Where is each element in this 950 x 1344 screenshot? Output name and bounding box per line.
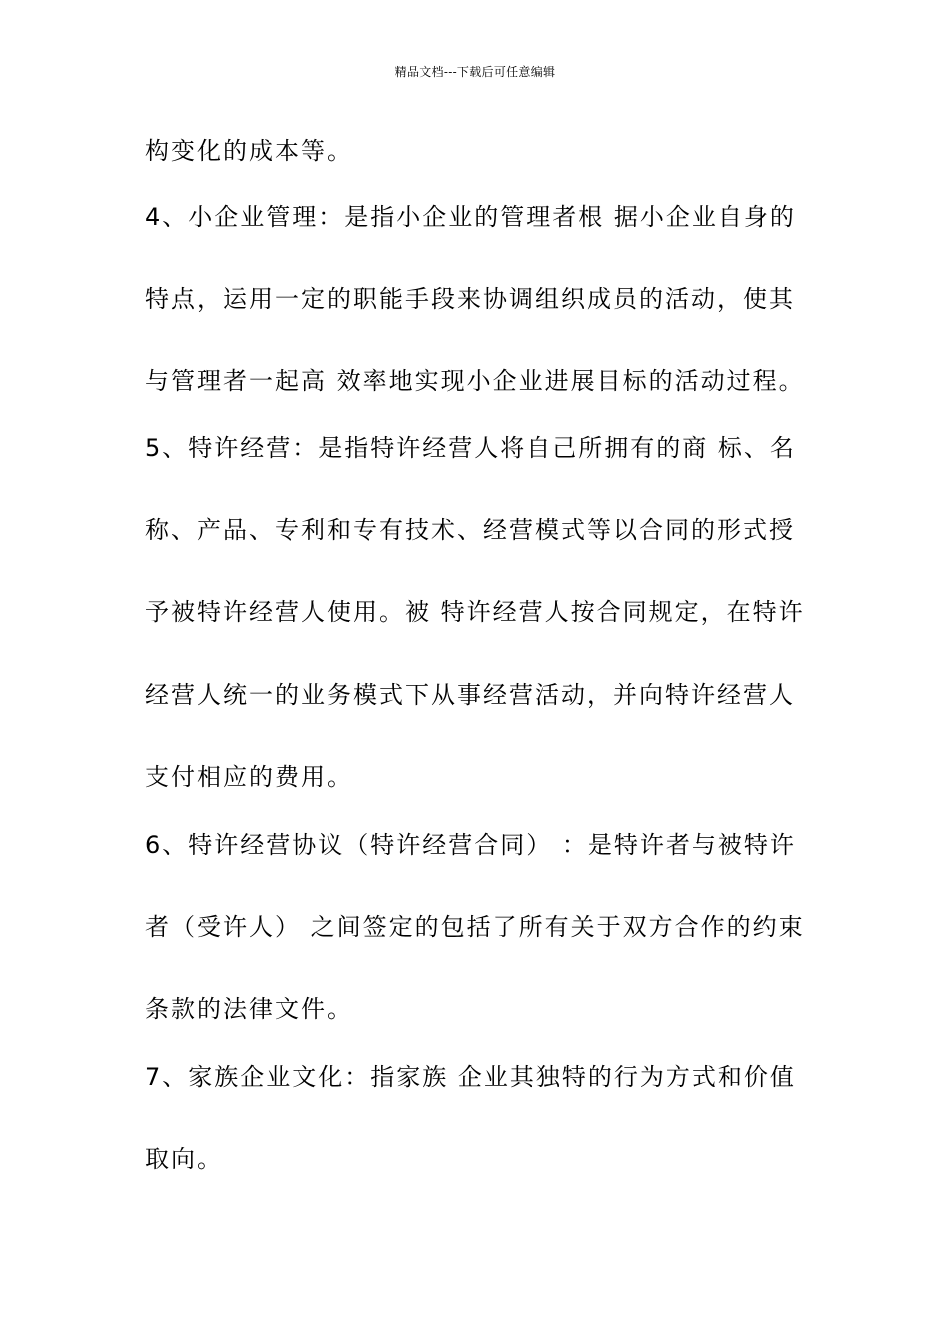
paragraph-line: 7、家族企业文化：指家族 企业其独特的行为方式和价值 xyxy=(145,1063,796,1091)
paragraph-line: 条款的法律文件。 xyxy=(145,995,353,1023)
paragraph-line: 予被特许经营人使用。被 特许经营人按合同规定，在特许 xyxy=(145,598,805,626)
paragraph-line: 取向。 xyxy=(145,1145,223,1173)
paragraph-line: 称、产品、专利和专有技术、经营模式等以合同的形式授 xyxy=(145,516,795,544)
paragraph-line: 4、小企业管理：是指小企业的管理者根 据小企业自身的 xyxy=(145,203,796,231)
paragraph-line: 特点，运用一定的职能手段来协调组织成员的活动，使其 xyxy=(145,285,795,313)
paragraph-line: 5、特许经营：是指特许经营人将自己所拥有的商 标、名 xyxy=(145,434,796,462)
paragraph-line: 者（受许人） 之间签定的包括了所有关于双方合作的约束 xyxy=(145,913,805,941)
paragraph-line: 支付相应的费用。 xyxy=(145,763,353,791)
paragraph-line: 经营人统一的业务模式下从事经营活动，并向特许经营人 xyxy=(145,681,795,709)
paragraph-line: 6、特许经营协议（特许经营合同） ：是特许者与被特许 xyxy=(145,831,796,859)
paragraph-line: 与管理者一起高 效率地实现小企业进展目标的活动过程。 xyxy=(145,367,805,395)
paragraph-line: 构变化的成本等。 xyxy=(145,137,353,165)
page-header: 精品文档---下载后可任意编辑 xyxy=(394,65,556,79)
